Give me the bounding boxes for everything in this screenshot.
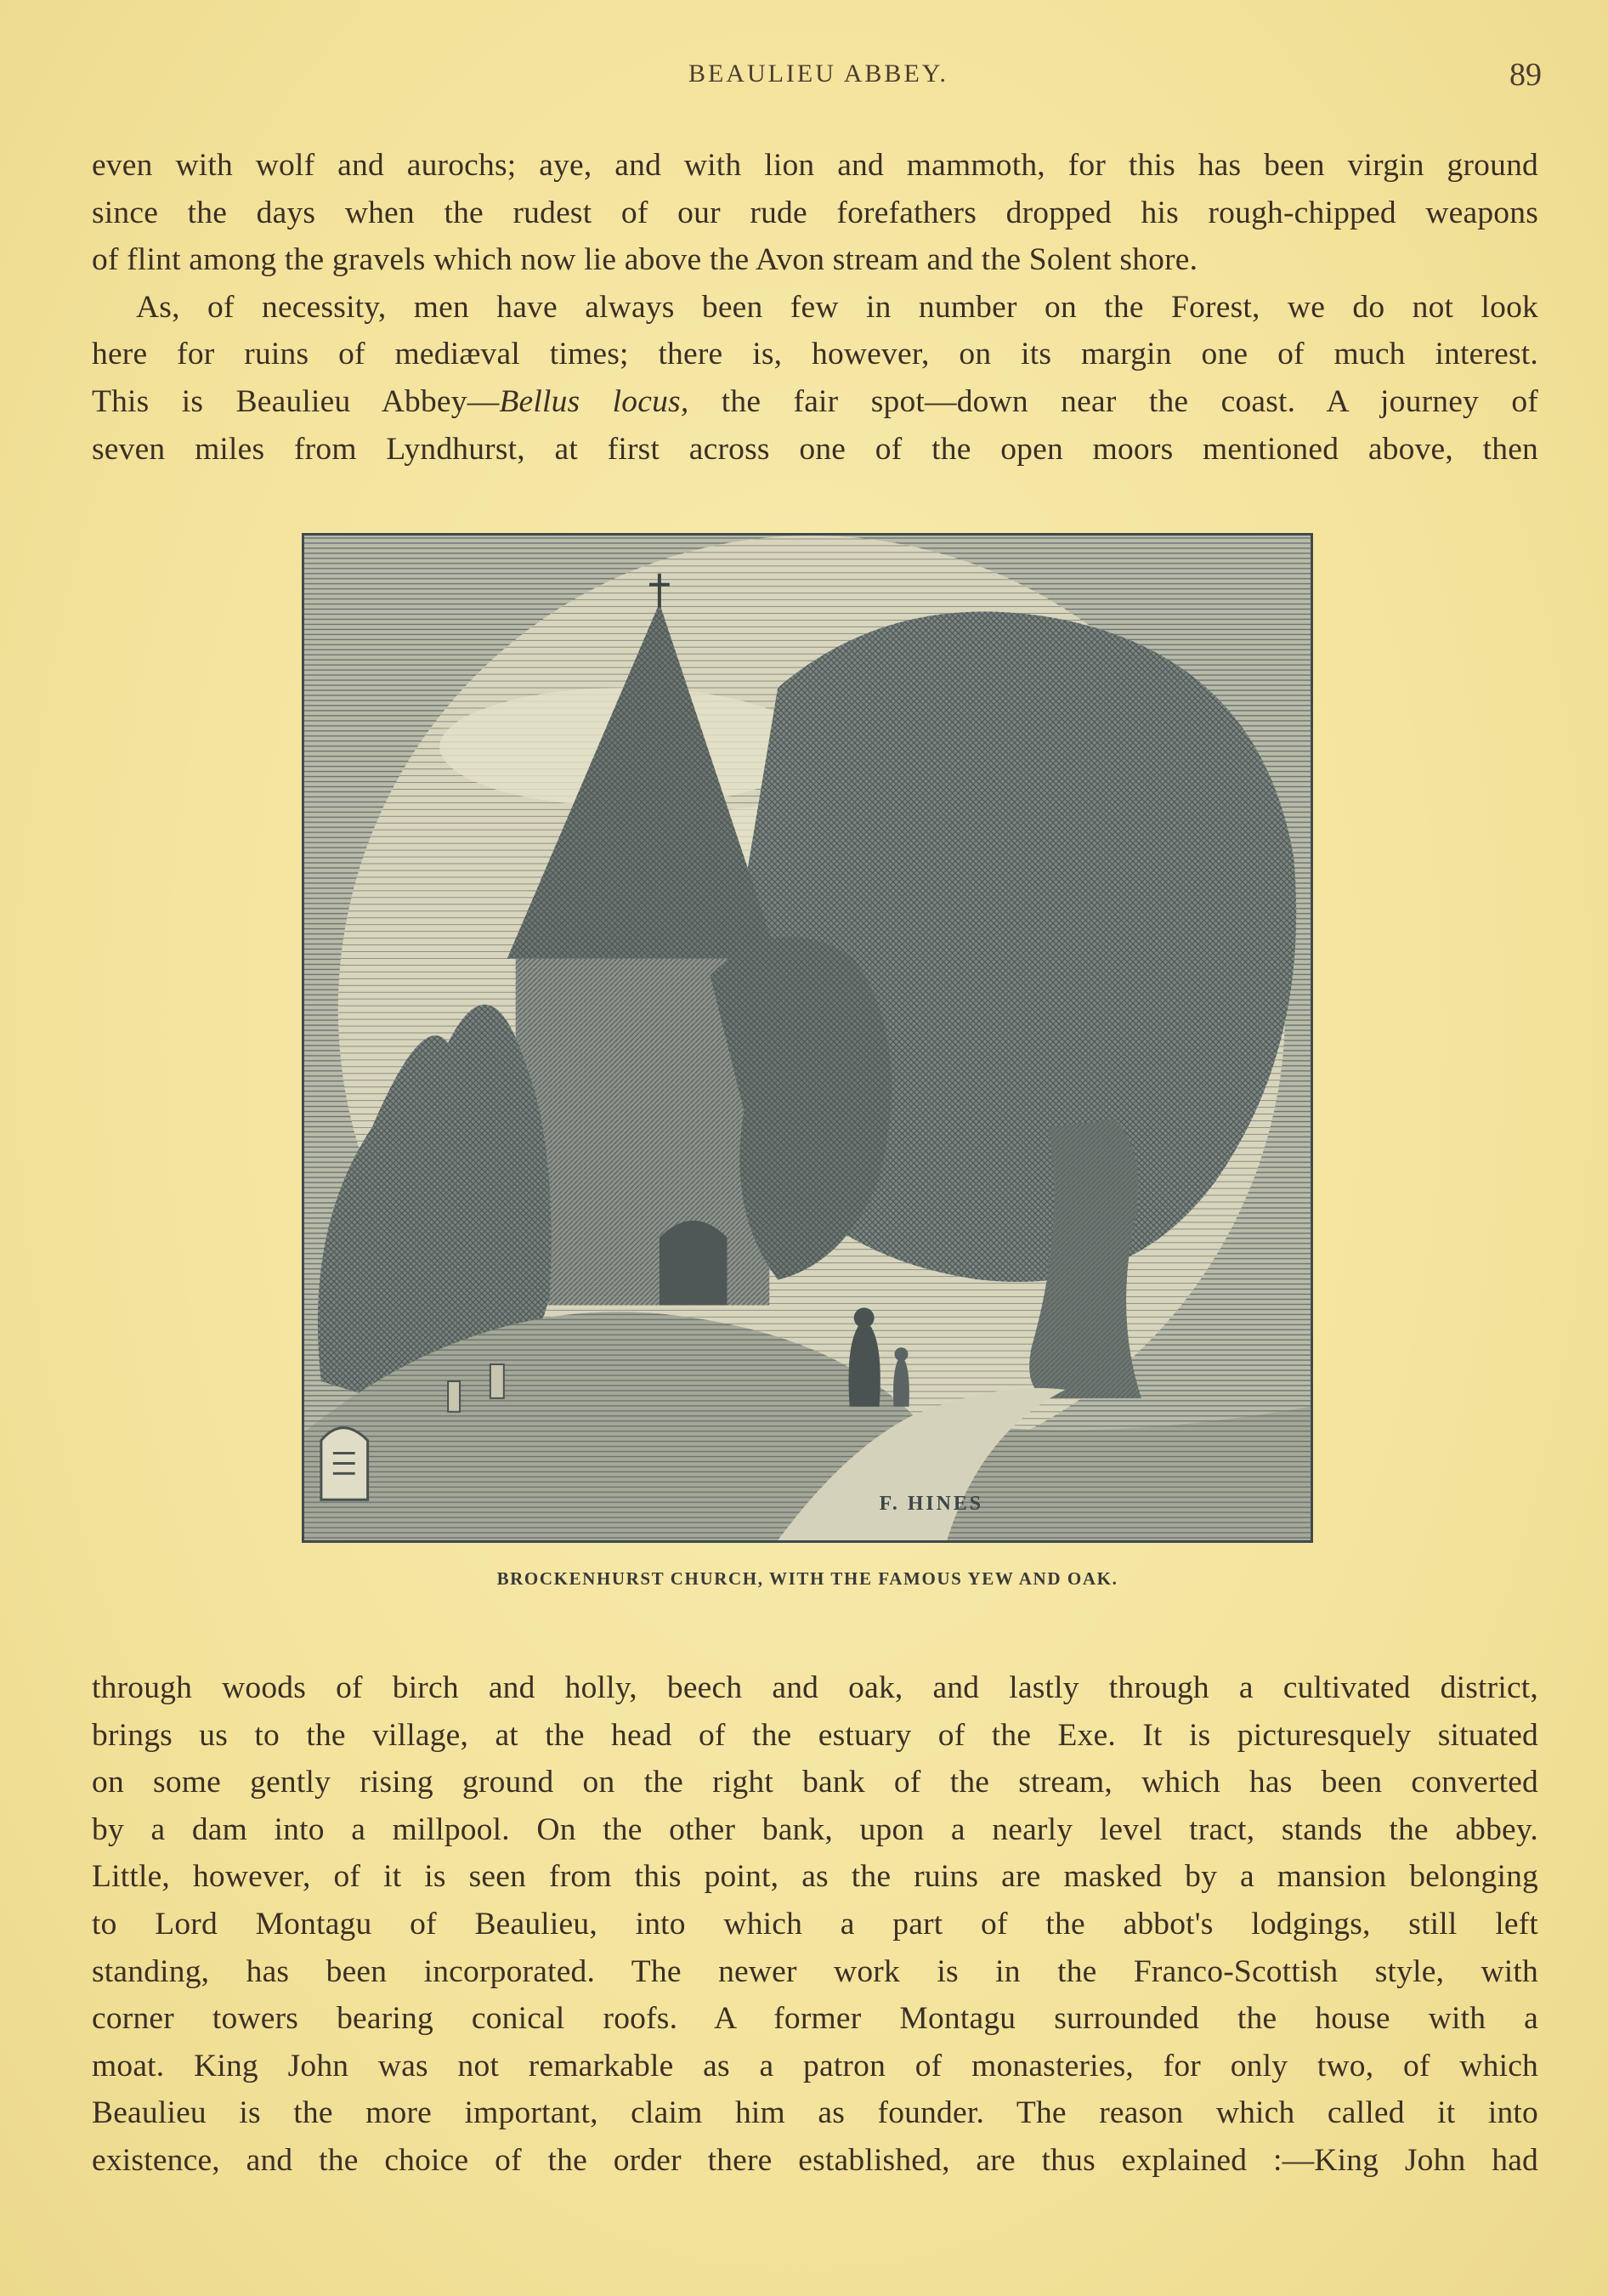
text-line bbox=[92, 378, 1538, 426]
text-line: moat. King John was not remarkable as a patron of monasteries, for only two, of which bbox=[92, 2048, 1538, 2083]
running-title: BEAULIEU ABBEY. bbox=[688, 60, 949, 88]
text-line: to Lord Montagu of Beaulieu, into which a part of the abbot's lodgings, still left bbox=[92, 1906, 1538, 1942]
latin-phrase: Bellus locus, bbox=[499, 383, 689, 419]
text-line: through woods of birch and holly, beech and oak, and lastly through a cultivated district, bbox=[92, 1670, 1538, 1705]
text-line: corner towers bearing conical roofs. A former Montagu surrounded the house with a bbox=[92, 2001, 1538, 2037]
top-text-block bbox=[92, 142, 1538, 473]
text-fragment: This is Beaulieu Abbey— bbox=[92, 383, 500, 419]
text-fragment: the fair spot—down near the coast. A journey of bbox=[688, 383, 1538, 419]
page-number: 89 bbox=[1509, 57, 1542, 93]
paragraph-3 bbox=[92, 1664, 1538, 2185]
bottom-text-block bbox=[92, 1664, 1538, 2185]
text-line: As, of necessity, men have always been few in number on the Forest, we do not look bbox=[136, 289, 1538, 325]
paragraph-2 bbox=[92, 284, 1538, 473]
text-line: by a dam into a millpool. On the other bank, upon a nearly level tract, stands the abbey. bbox=[92, 1811, 1538, 1847]
figure-child bbox=[893, 1360, 909, 1407]
text-line: seven miles from Lyndhurst, at first across one of the open moors mentioned above, then bbox=[92, 431, 1538, 467]
church-engraving bbox=[304, 536, 1311, 1540]
figure-caption: BROCKENHURST CHURCH, WITH THE FAMOUS YEW AND OAK. bbox=[496, 1568, 1118, 1589]
figure-adult bbox=[849, 1326, 880, 1407]
text-line: standing, has been incorporated. The newer work is in the Franco-Scottish style, with bbox=[92, 1953, 1538, 1989]
engraver-signature: F. HINES bbox=[879, 1493, 984, 1516]
text-line: on some gently rising ground on the right bank of the stream, which has been converted bbox=[92, 1765, 1538, 1800]
text-line: Little, however, of it is seen from this point, as the ruins are masked by a mansion belonging bbox=[92, 1859, 1538, 1895]
text-line: brings us to the village, at the head of the estuary of the Exe. It is picturesquely situated bbox=[92, 1717, 1538, 1753]
text-line: Beaulieu is the more important, claim him as founder. The reason which called it into bbox=[92, 2095, 1538, 2131]
page-header bbox=[92, 57, 1545, 102]
paragraph-1 bbox=[92, 142, 1538, 284]
text-line: existence, and the choice of the order there established, are thus explained :—King John had bbox=[92, 2142, 1538, 2178]
text-line: since the days when the rudest of our rude forefathers dropped his rough-chipped weapons bbox=[92, 195, 1538, 230]
engraving-figure bbox=[302, 533, 1313, 1543]
text-line: even with wolf and aurochs; aye, and with lion and mammoth, for this has been virgin ground bbox=[92, 148, 1538, 183]
text-line: here for ruins of mediæval times; there is, however, on its margin one of much interest. bbox=[92, 337, 1538, 372]
text-line: of flint among the gravels which now lie above the Avon stream and the Solent shore. bbox=[92, 242, 1198, 278]
